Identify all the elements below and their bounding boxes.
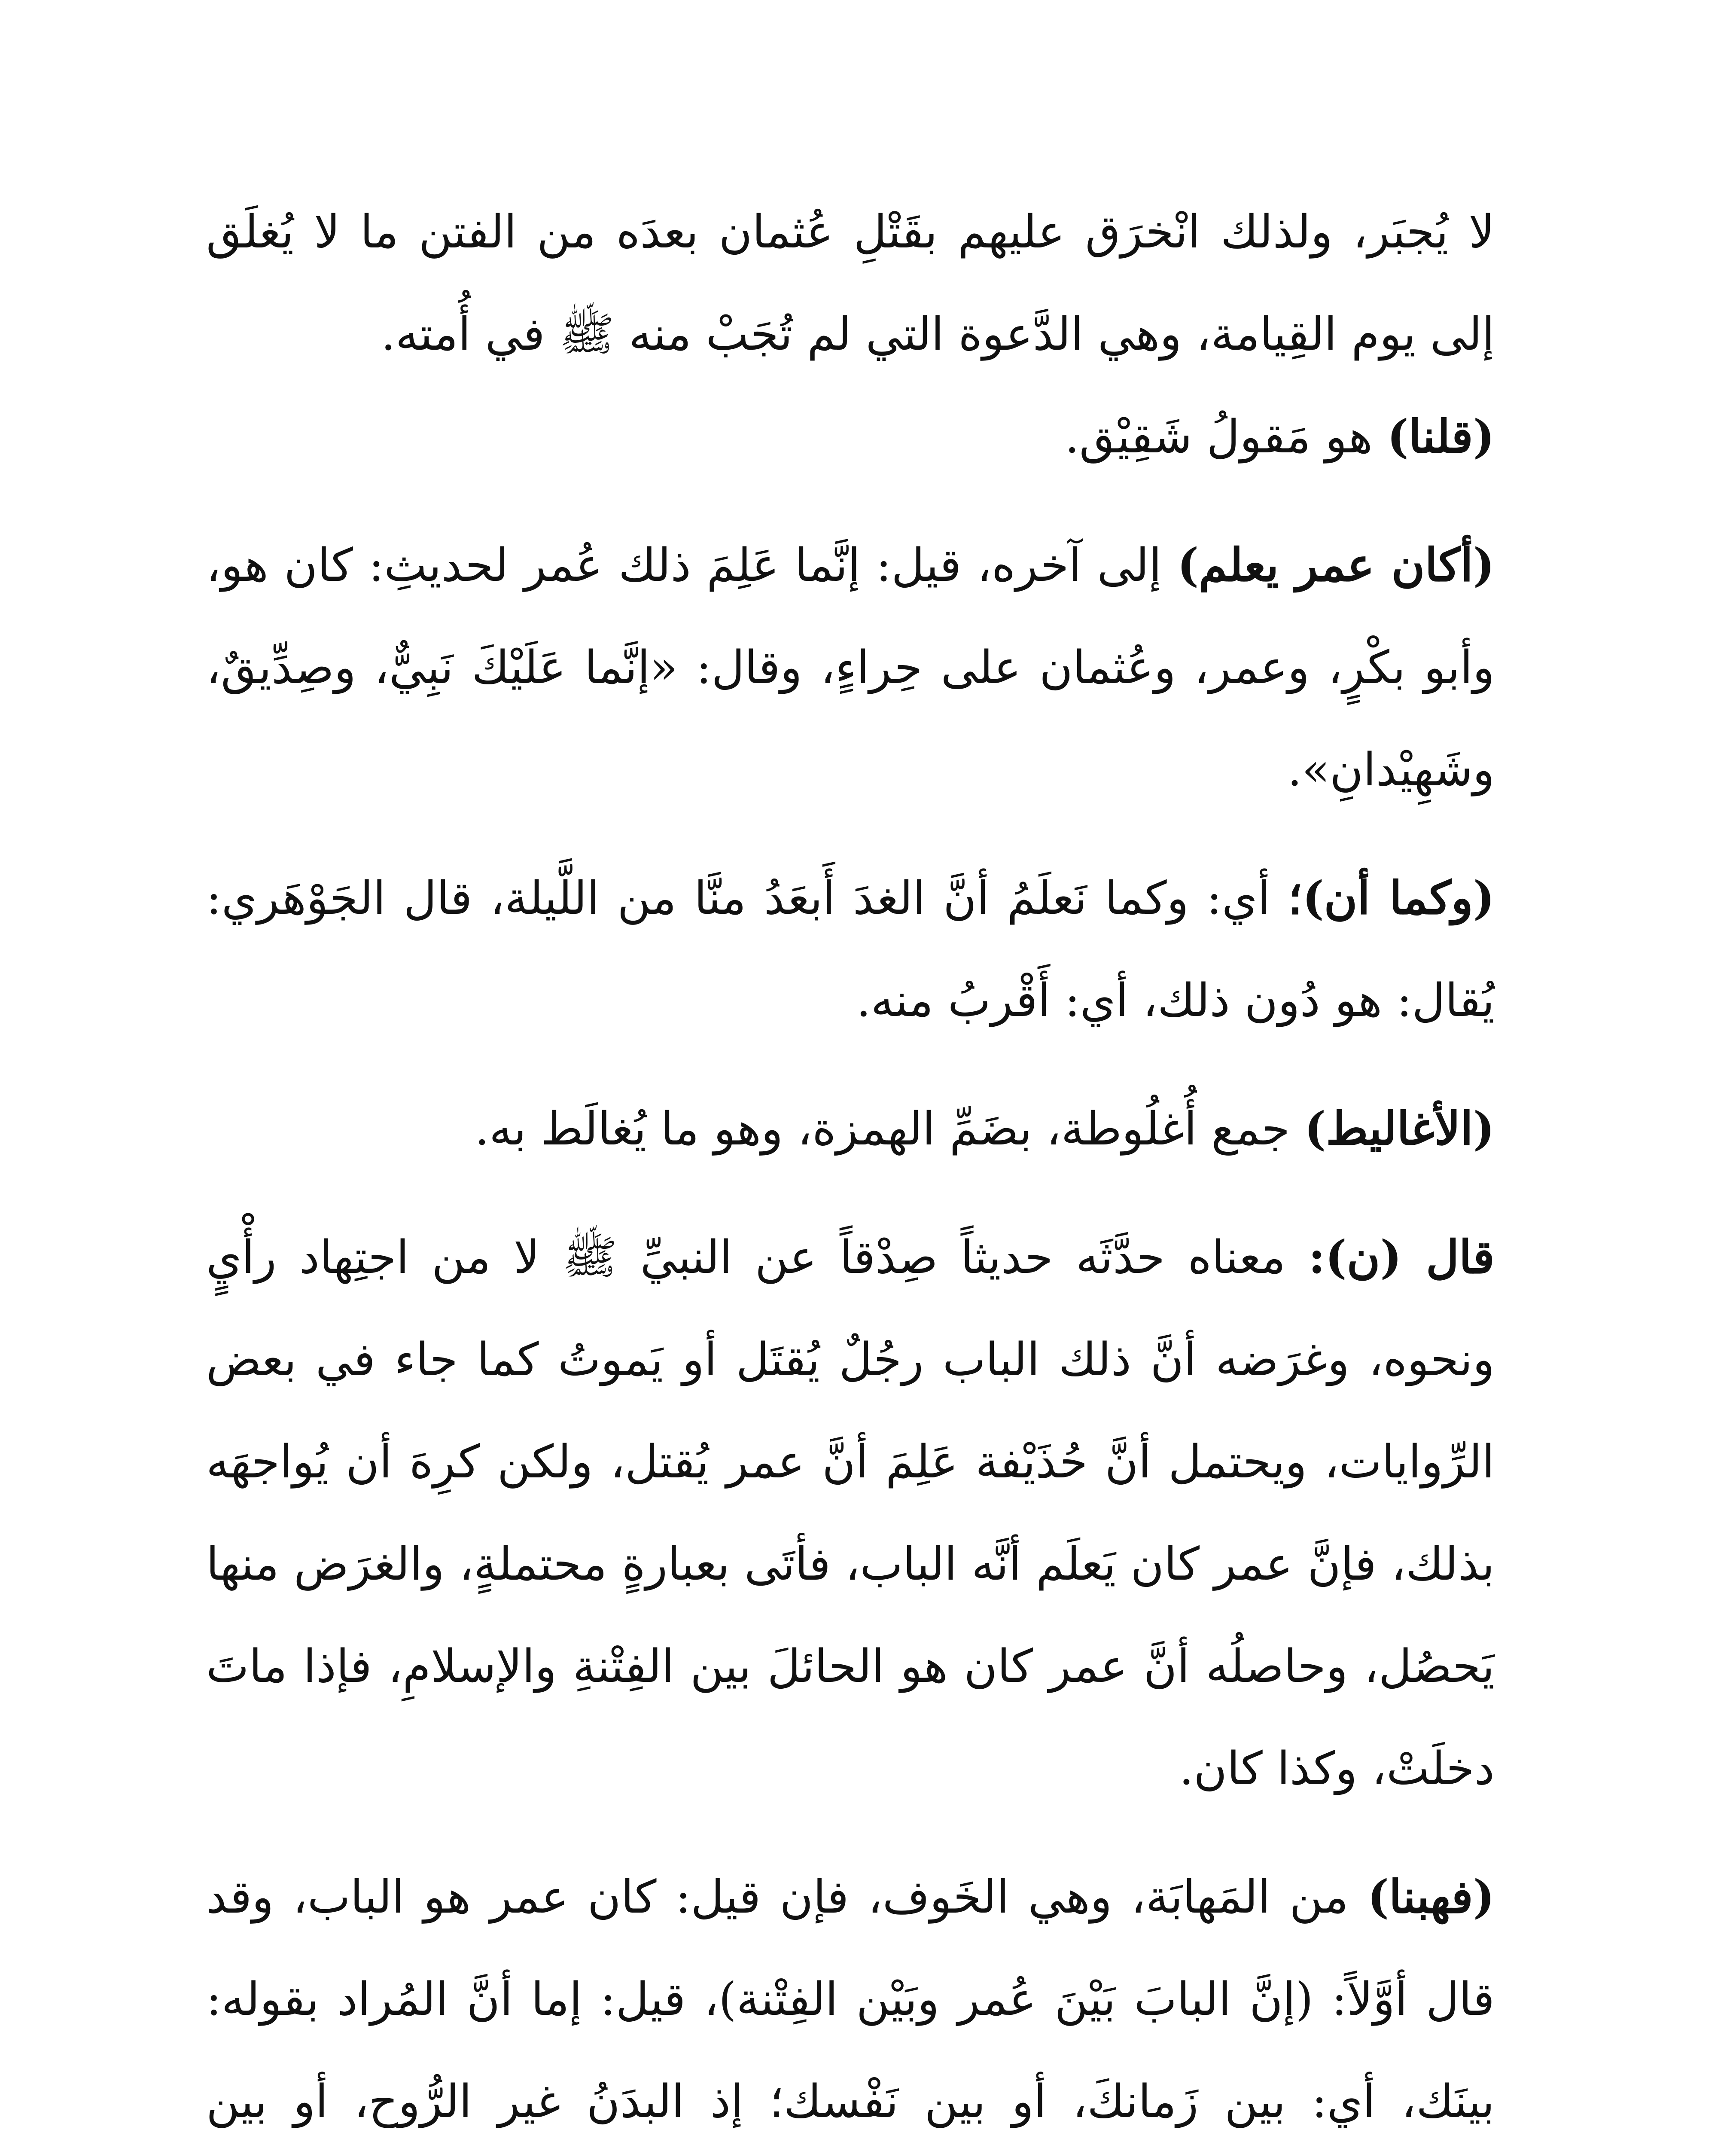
- paragraph-5-text: جمع أُغلُوطة، بضَمِّ الهمزة، وهو ما يُغالَط به.: [475, 1102, 1305, 1155]
- paragraph-2: [206, 385, 1495, 488]
- paragraph-4-lead: (وكما أن)؛: [1288, 871, 1495, 924]
- paragraph-3: [206, 514, 1495, 821]
- paragraph-1: [206, 180, 1495, 385]
- paragraph-6: [206, 1206, 1495, 1820]
- paragraph-7-text: من المَهابَة، وهي الخَوف، فإن قيل: كان عمر هو الباب، وقد قال أوَّلاً: (إنَّ البابَ بَيْنَ عُمر وبَيْن الفِتْنة)، قيل: إما أنَّ المُراد بقوله: بينَك، أي: بين زَمانكَ، أو بين نَفْسك؛ إذ البدَنُ غير الرُّوح، أو بين: [206, 1870, 1495, 2128]
- paragraph-4-text: أي: وكما نَعلَمُ أنَّ الغدَ أَبعَدُ منَّا من اللَّيلة، قال الجَوْهَري: يُقال: هو دُون ذلك، أي: أَقْربُ منه.: [206, 872, 1495, 1027]
- paragraph-7: [206, 1846, 1495, 2148]
- paragraph-7-lead: (فهبنا): [1367, 1870, 1495, 1923]
- paragraph-6-lead: قال (ن):: [1308, 1230, 1495, 1284]
- page-body: [206, 180, 1495, 2148]
- paragraph-2-text: هو مَقولُ شَقِيْق.: [1065, 410, 1387, 463]
- paragraph-2-lead: (قلنا): [1387, 409, 1495, 463]
- paragraph-5-lead: (الأغاليط): [1304, 1101, 1495, 1155]
- paragraph-5: [206, 1077, 1495, 1180]
- paragraph-3-text: إلى آخره، قيل: إنَّما عَلِمَ ذلك عُمر لحديثِ: كان هو، وأبو بكْرٍ، وعمر، وعُثمان على حِراءٍ، وقال: «إنَّما عَلَيْكَ نَبِيٌّ، وصِدِّيقٌ، وشَهِيْدانِ».: [206, 539, 1495, 796]
- paragraph-3-lead: (أكان عمر يعلم): [1177, 538, 1495, 592]
- paragraph-4: [206, 847, 1495, 1052]
- paragraph-6-text: معناه حدَّثَه حديثاً صِدْقاً عن النبيِّ ﷺ لا من اجتِهاد رأْيٍ ونحوه، وغرَضه أنَّ ذلك الباب رجُلٌ يُقتَل أو يَموتُ كما جاء في بعض الرِّوايات، ويحتمل أنَّ حُذَيْفة عَلِمَ أنَّ عمر يُقتل، ولكن كرِهَ أن يُواجهَه بذلك، فإنَّ عمر كان يَعلَم أنَّه الباب، فأتَى بعبارةٍ محتملةٍ، والغرَض منها يَحصُل، وحاصلُه أنَّ عمر كان هو الحائلَ بين الفِتْنةِ والإسلامِ، فإذا ماتَ دخلَتْ، وكذا كان.: [206, 1231, 1495, 1795]
- paragraph-1-text: لا يُجبَر، ولذلك انْخرَق عليهم بقَتْلِ عُثمان بعدَه من الفتن ما لا يُغلَق إلى يوم القِيامة، وهي الدَّعوة التي لم تُجَبْ منه ﷺ في أُمته.: [206, 205, 1495, 360]
